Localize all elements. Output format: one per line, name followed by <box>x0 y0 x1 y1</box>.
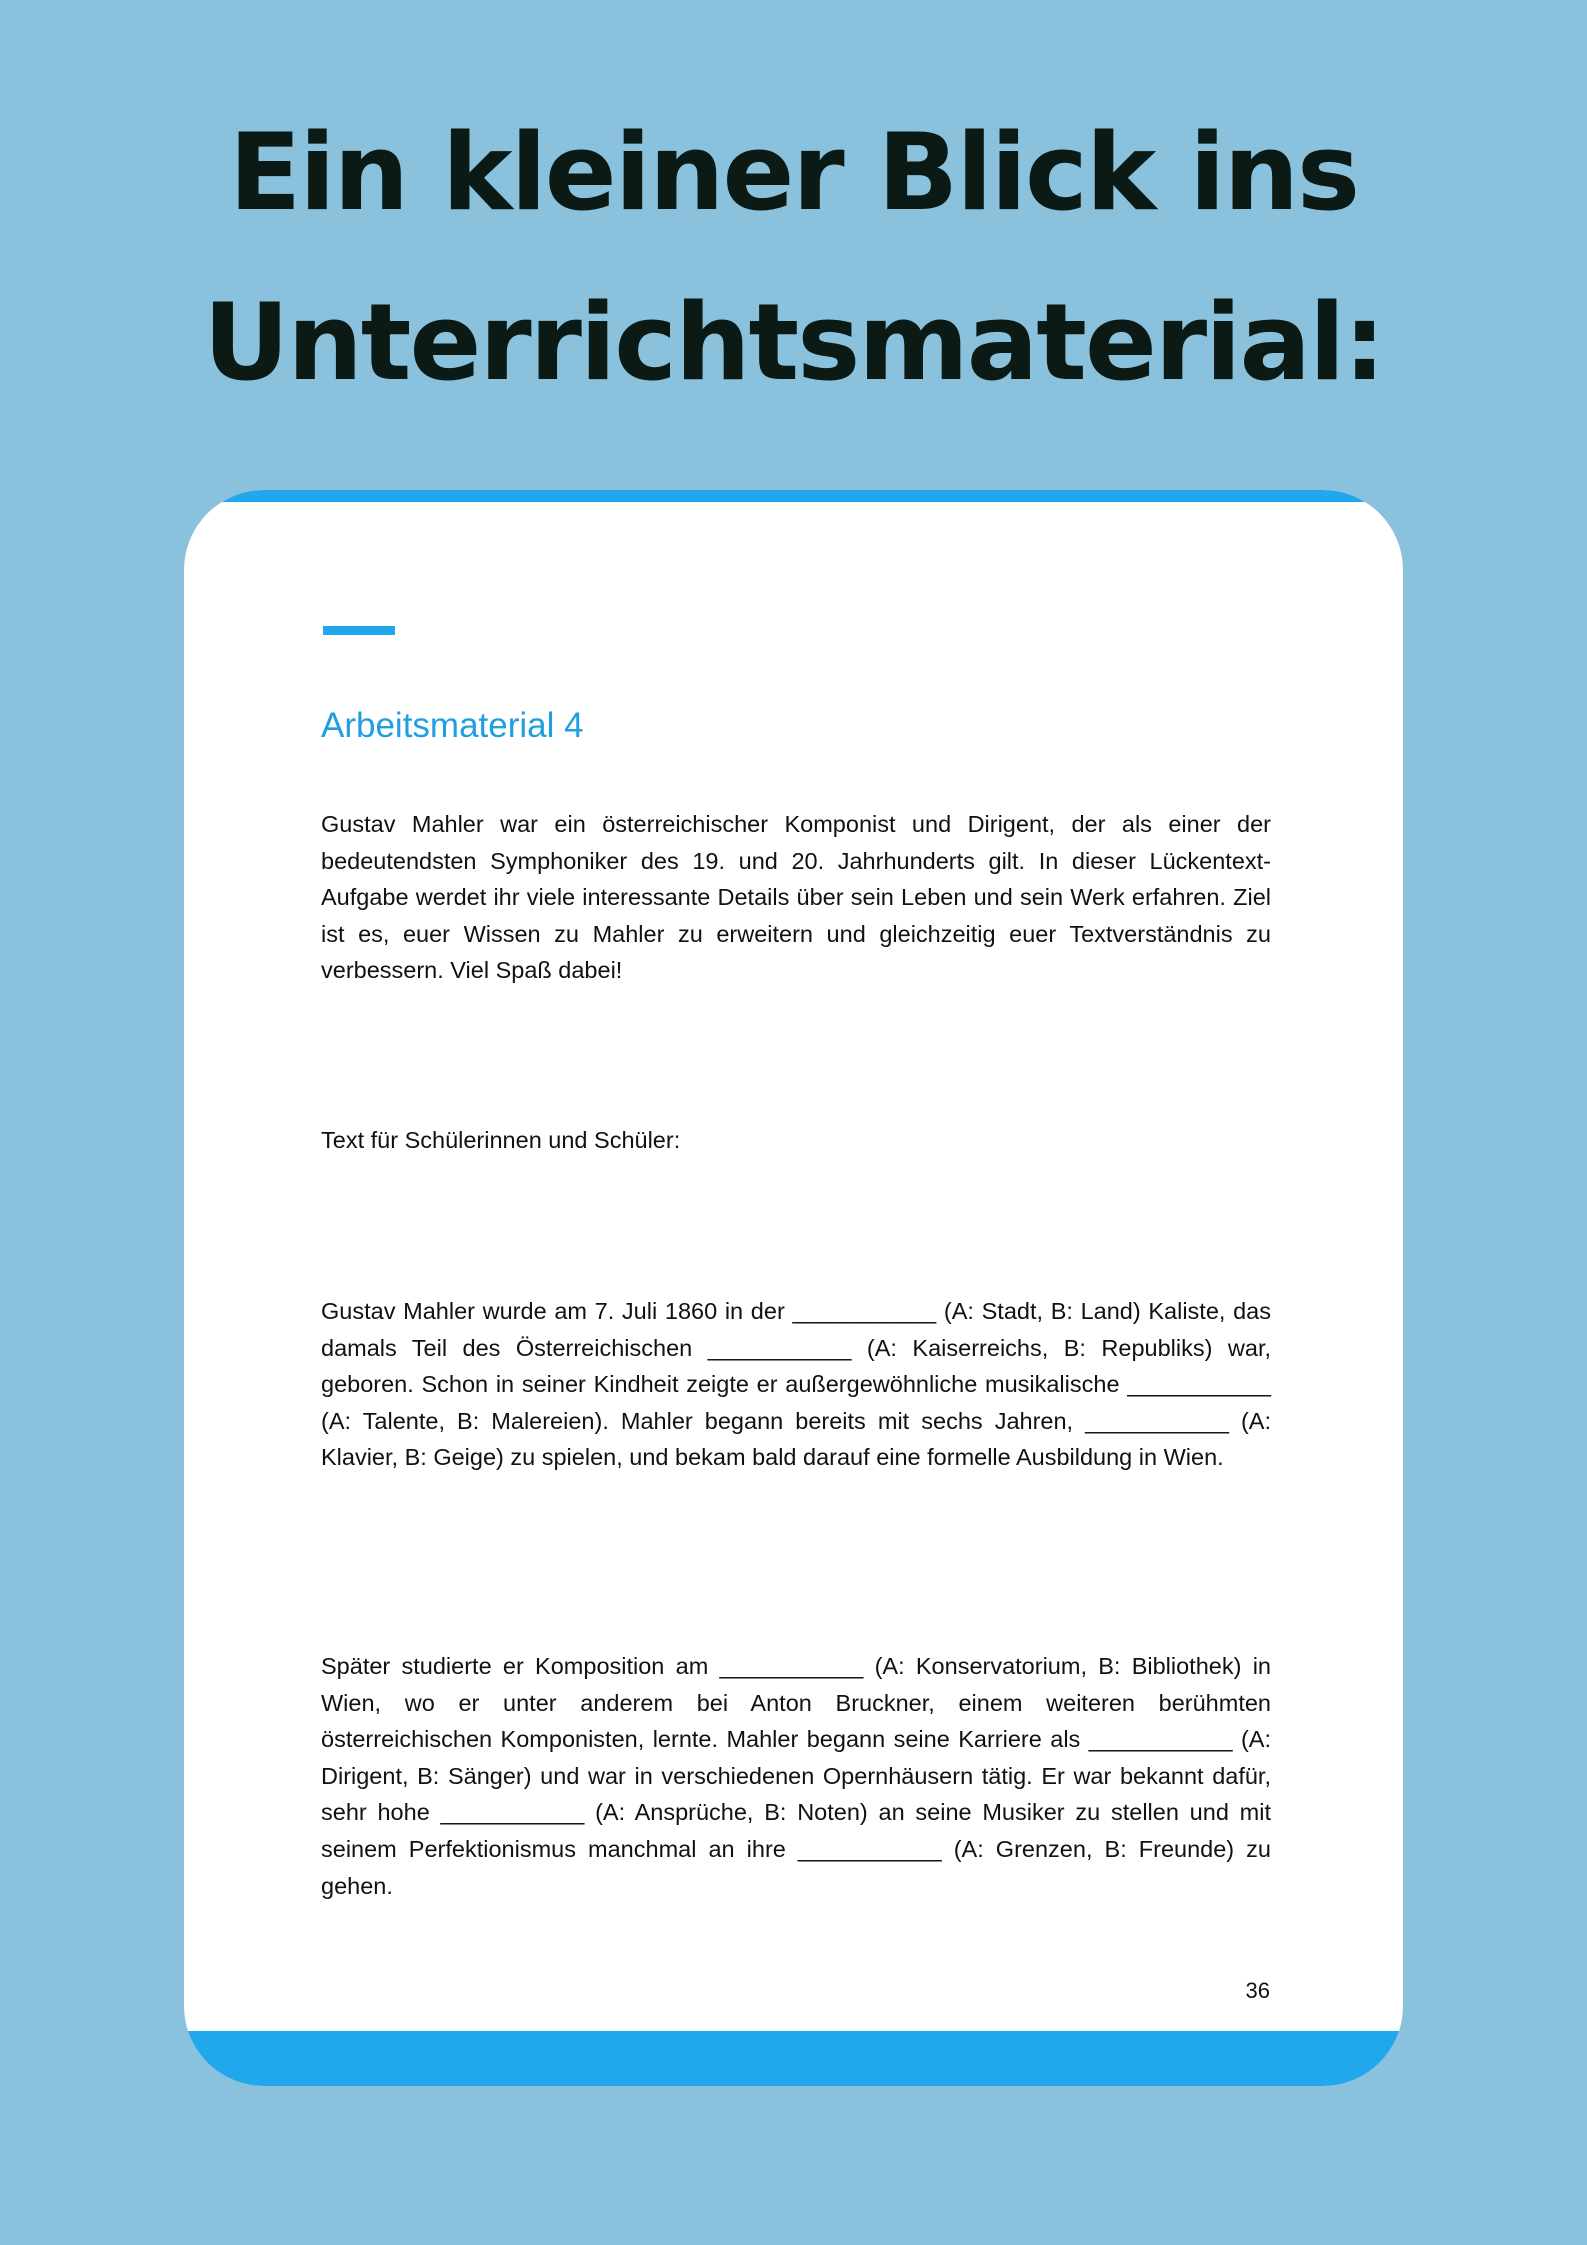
headline-line-1: Ein kleiner Blick ins <box>228 111 1359 234</box>
card-top-accent-bar <box>184 490 1403 502</box>
accent-dash <box>323 626 395 635</box>
cloze-paragraph-1: Gustav Mahler wurde am 7. Juli 1860 in der ___________ (A: Stadt, B: Land) Kaliste, das damals Teil des Österreichischen ___________ (A: Kaiserreichs, B: Republiks) war, geboren. Schon in seiner Kindheit zeigte er außergewöhnliche musikalische ___________ (A: Talente, B: Malereien). Mahler begann bereits mit sechs Jahren, ___________ (A: Klavier, B: Geige) zu spielen, und bekam bald darauf eine formelle Ausbildung in Wien. <box>321 1298 1271 1471</box>
worksheet-card <box>184 490 1403 2086</box>
card-bottom-accent-bar <box>184 2031 1403 2086</box>
headline-line-2: Unterrichtsmaterial: <box>203 281 1384 404</box>
student-text-label: Text für Schülerinnen und Schüler: <box>321 1127 681 1153</box>
page-headline <box>0 88 1587 428</box>
section-title: Arbeitsmaterial 4 <box>321 706 584 745</box>
intro-paragraph: Gustav Mahler war ein österreichischer Komponist und Dirigent, der als einer der bedeutendsten Symphoniker des 19. und 20. Jahrhunderts gilt. In dieser Lückentext-Aufgabe werdet ihr viele interessante Details über sein Leben und sein Werk erfahren. Ziel ist es, euer Wissen zu Mahler zu erweitern und gleichzeitig euer Textverständnis zu verbessern. Viel Spaß dabei! <box>321 811 1271 984</box>
cloze-paragraph-2: Später studierte er Komposition am ___________ (A: Konservatorium, B: Bibliothek) in Wien, wo er unter anderem bei Anton Bruckner, einem weiteren berühmten österreichischen Komponisten, lernte. Mahler begann seine Karriere als ___________ (A: Dirigent, B: Sänger) und war in verschiedenen Opernhäusern tätig. Er war bekannt dafür, sehr hohe ___________ (A: Ansprüche, B: Noten) an seine Musiker zu stellen und mit seinem Perfektionismus manchmal an ihre ___________ (A: Grenzen, B: Freunde) zu gehen. <box>321 1653 1271 1899</box>
page-number: 36 <box>1245 1978 1270 2003</box>
